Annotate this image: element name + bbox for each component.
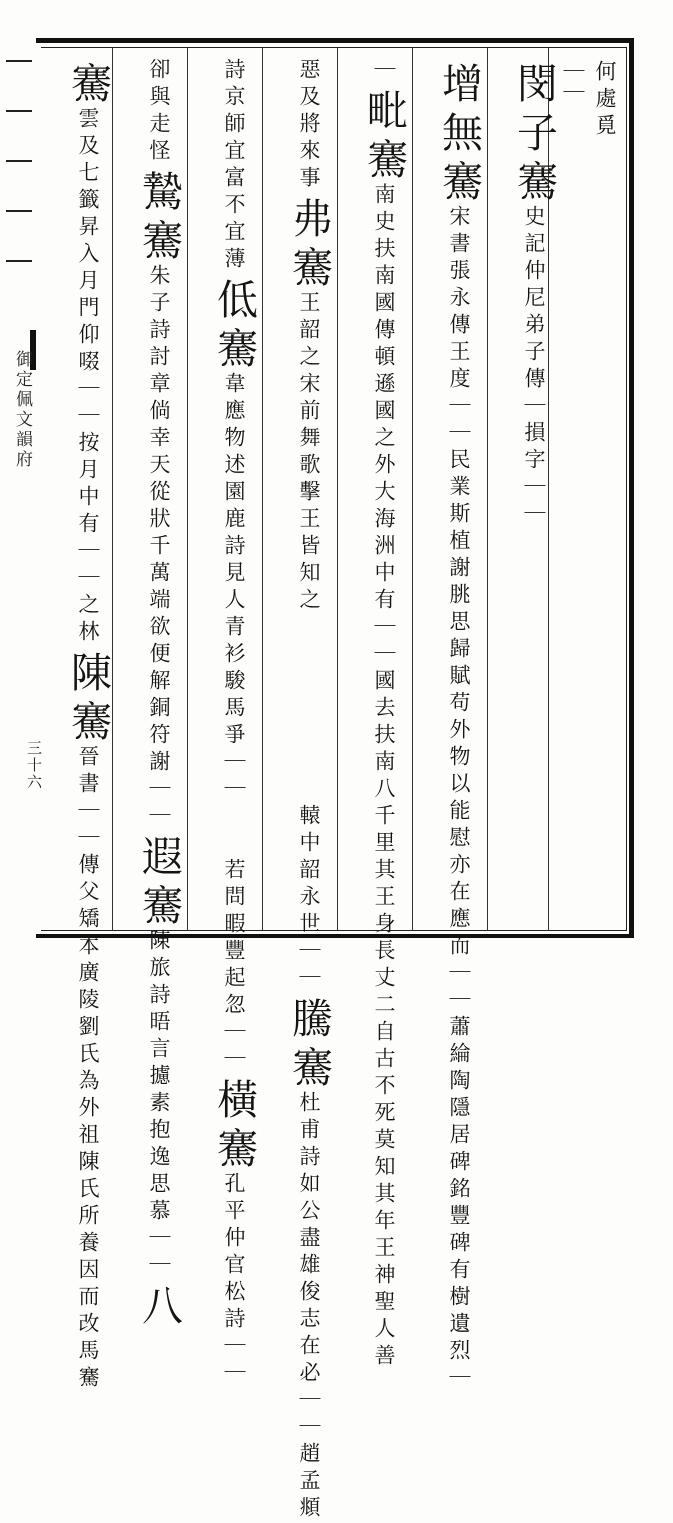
spine-mark [6, 160, 32, 162]
annotation-text: 松詩｜｜ [222, 1280, 246, 1388]
headword-char: 騫 [360, 138, 408, 179]
section-title: 何處覓 [593, 60, 617, 141]
annotation-text: 傳｜損字｜｜ [522, 367, 546, 529]
headword-char: 騫 [210, 327, 258, 368]
headword-char: 閔 [510, 62, 558, 103]
headword-char: 騺 [135, 170, 183, 211]
annotation-text: 詩京師宜富不宜薄 [222, 58, 246, 274]
annotation-text: 若問暇豐起忽｜｜ [222, 804, 246, 1074]
annotation-text: 卻與走怪 [147, 58, 171, 166]
section-marks: ｜｜ [561, 60, 585, 102]
annotation-text: 抱逸思慕｜｜ [147, 1118, 171, 1280]
annotation-text: 王皆知之 [297, 507, 321, 615]
annotation-text: 為外祖陳氏所養因而改馬騫 [76, 1069, 100, 1393]
annotation-text: 八千里其王身長丈二自古不死莫知其年王神聖人善 [372, 777, 396, 1371]
annotation-text: 青衫駿馬爭｜｜ [222, 615, 246, 804]
annotation-text: 宋書張永傳王度｜｜民業斯植謝朓思歸賦苟外物以 [447, 205, 471, 799]
column-rule [412, 48, 413, 930]
annotation-text: 狀千萬端 [147, 507, 171, 615]
annotation-text: 陳旅詩晤言攄素 [147, 929, 171, 1118]
headword-char: 騫 [435, 160, 483, 201]
headword-char: 陳 [64, 651, 112, 692]
annotation-text: 志在必｜｜趙孟頫 [297, 1307, 321, 1523]
page-number: 三十六 [25, 740, 43, 791]
headword-char: 騫 [285, 246, 333, 287]
annotation-text: ｜｜按月中有｜｜之林 [76, 377, 100, 647]
column-rule [337, 48, 338, 930]
annotation-text: 王韶之宋前舞歌擊 [297, 291, 321, 507]
column-rule [262, 48, 263, 930]
text-column [342, 58, 408, 1371]
annotation-text: 史記仲尼弟子 [522, 205, 546, 367]
headword-char: 騫 [64, 700, 112, 741]
spine-title: 御定佩文韻府 [12, 350, 32, 470]
headword-char: 弗 [285, 197, 333, 238]
book-spine [0, 40, 36, 940]
text-column [192, 58, 258, 1388]
headword-char: 橫 [210, 1078, 258, 1119]
text-column [267, 58, 333, 1523]
column-rule [487, 48, 488, 930]
annotation-text: 惡及將來事 [297, 58, 321, 193]
text-column [417, 58, 483, 1393]
headword-char: 低 [210, 278, 258, 319]
headword-char: 騰 [285, 997, 333, 1038]
annotation-text: 韋應物述園鹿詩見人 [222, 372, 246, 615]
text-column [492, 58, 558, 918]
annotation-text: 南史扶南國傳頓遜國之外大海洲中有｜｜國去扶南 [372, 183, 396, 777]
annotation-text: 雲及七籤昇入月門仰啜 [76, 107, 100, 377]
headword-char: 騫 [135, 219, 183, 260]
spine-mark [6, 110, 32, 112]
headword-char: 騫 [64, 62, 112, 103]
headword-char: 八 [135, 1284, 183, 1325]
text-column [117, 58, 183, 1325]
annotation-text: 朱子詩討章倘幸天從 [147, 264, 171, 507]
headword-char: 無 [435, 111, 483, 152]
headword-char: 毗 [360, 89, 408, 130]
column-rule [112, 48, 113, 930]
annotation-text: ｜ [372, 58, 396, 85]
headword-char: 騫 [510, 160, 558, 201]
annotation-text: 欲便解銅符謝｜｜ [147, 615, 171, 831]
headword-char: 騫 [135, 884, 183, 925]
annotation-text: 晉書｜｜傳父矯本廣陵劉氏 [76, 745, 100, 1069]
annotation-text: 孔平仲官 [222, 1172, 246, 1280]
text-column [46, 58, 112, 1393]
headword-char: 遐 [135, 835, 183, 876]
annotation-text: 杜甫詩如公盡雄俊 [297, 1091, 321, 1307]
column-rule [187, 48, 188, 930]
headword-char: 子 [510, 111, 558, 152]
annotation-text: 轅中韶永世｜｜ [297, 615, 321, 993]
spine-mark [6, 260, 32, 262]
headword-char: 增 [435, 62, 483, 103]
headword-char: 騫 [210, 1127, 258, 1168]
headword-char: 騫 [285, 1046, 333, 1087]
annotation-text: 能慰亦在應而｜｜蕭綸陶隱居碑銘豐碑有樹遺烈｜ [447, 799, 471, 1393]
spine-mark [6, 210, 32, 212]
spine-mark [6, 60, 32, 62]
